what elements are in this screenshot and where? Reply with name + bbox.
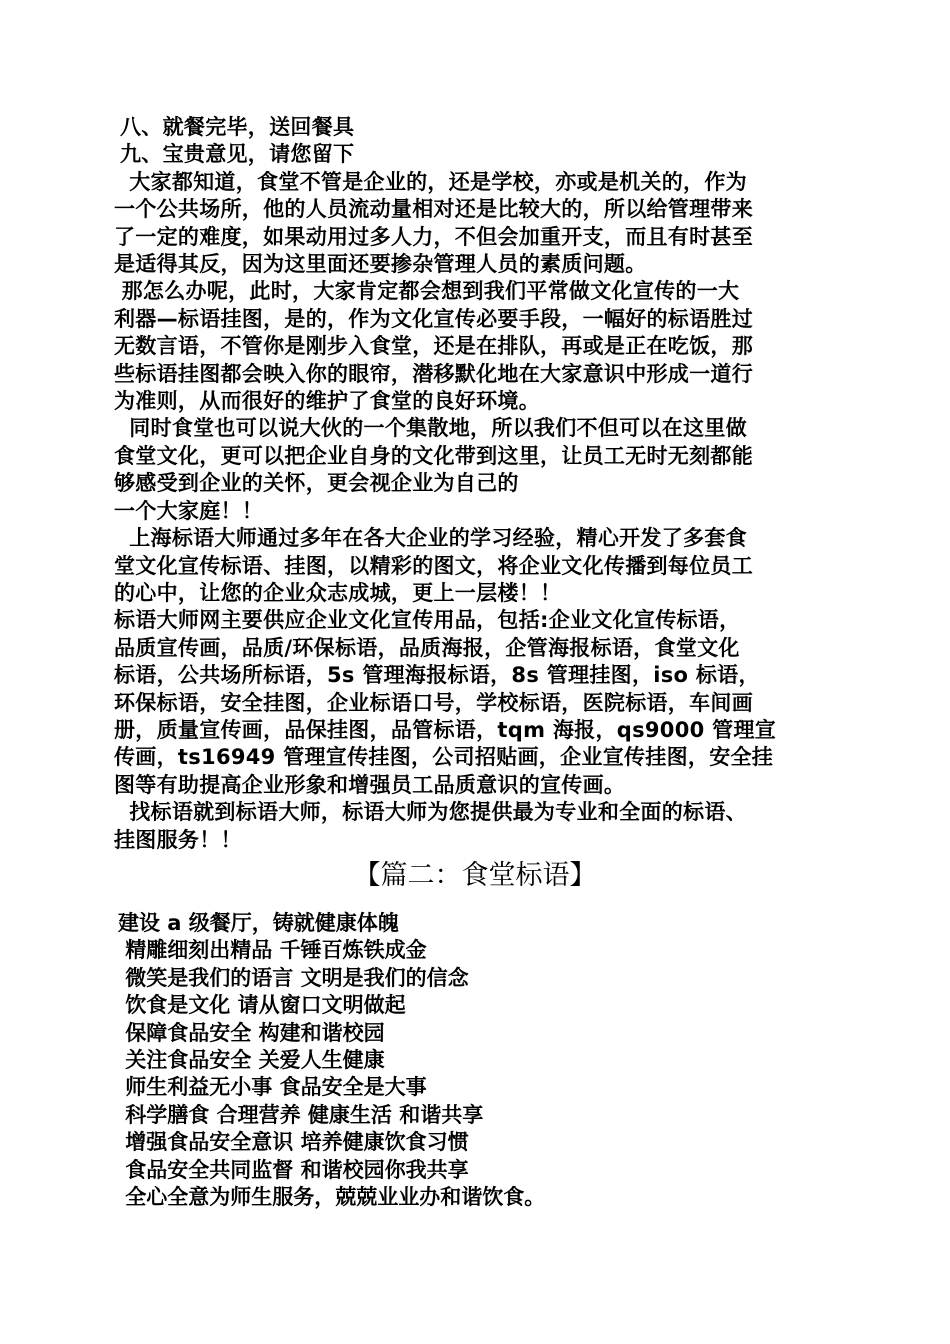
paragraph-line: 同时食堂也可以说大伙的一个集散地，所以我们不但可以在这里做 [114, 416, 747, 441]
paragraph-line: 传画，ts16949 管理宣传挂图，公司招贴画，企业宣传挂图，安全挂 [114, 745, 774, 770]
slogan-item: 关注食品安全 关爱人生健康 [118, 1048, 385, 1073]
paragraph-line: 够感受到企业的关怀，更会视企业为自己的 [114, 471, 519, 496]
paragraph-line: 环保标语，安全挂图，企业标语口号，学校标语，医院标语，车间画 [114, 690, 753, 715]
slogan-item: 全心全意为师生服务，兢兢业业办和谐饮食。 [118, 1185, 546, 1210]
slogan-list [118, 910, 818, 1211]
paragraph-line: 挂图服务！！ [114, 827, 242, 852]
paragraph-line: 无数言语，不管你是刚步入食堂，还是在排队，再或是正在吃饭，那 [114, 334, 753, 359]
paragraph-line: 一个大家庭！！ [114, 498, 264, 523]
part-one-body [114, 114, 836, 854]
paragraph-line: 标语大师网主要供应企业文化宣传用品，包括:企业文化宣传标语， [114, 608, 741, 633]
paragraph-line: 品质宣传画，品质/环保标语，品质海报，企管海报标语，食堂文化 [114, 635, 740, 660]
paragraph-line: 堂文化宣传标语、挂图，以精彩的图文，将企业文化传播到每位员工 [114, 553, 753, 578]
slogan-item: 保障食品安全 构建和谐校园 [118, 1020, 385, 1045]
paragraph-line: 了一定的难度，如果动用过多人力，不但会加重开支，而且有时甚至 [114, 224, 753, 249]
paragraph-line: 利器—标语挂图，是的，作为文化宣传必要手段，一幅好的标语胜过 [114, 306, 753, 331]
list-item-8: 八、就餐完毕，送回餐具 [120, 115, 355, 139]
paragraph-line: 食堂文化，更可以把企业自身的文化带到这里，让员工无时无刻都能 [114, 443, 753, 468]
paragraph-line: 上海标语大师通过多年在各大企业的学习经验，精心开发了多套食 [114, 526, 747, 551]
paragraph-line: 为准则，从而很好的维护了食堂的良好环境。 [114, 389, 540, 414]
slogan-item: 食品安全共同监督 和谐校园你我共享 [118, 1157, 469, 1182]
paragraph-line: 些标语挂图都会映入你的眼帘，潜移默化地在大家意识中形成一道行 [114, 361, 753, 386]
paragraph-line: 找标语就到标语大师，标语大师为您提供最为专业和全面的标语、 [114, 800, 747, 825]
paragraph-line: 的心中，让您的企业众志成城，更上一层楼！！ [114, 580, 562, 605]
slogan-item: 建设 a 级餐厅，铸就健康体魄 [118, 911, 399, 935]
slogan-item: 饮食是文化 请从窗口文明做起 [118, 993, 406, 1018]
paragraph-line: 大家都知道，食堂不管是企业的，还是学校，亦或是机关的，作为 [114, 169, 747, 194]
slogan-item: 增强食品安全意识 培养健康饮食习惯 [118, 1130, 469, 1155]
section-heading: 【篇二：食堂标语】 [353, 860, 597, 891]
paragraph-line: 一个公共场所，他的人员流动量相对还是比较大的，所以给管理带来 [114, 197, 753, 222]
slogan-item: 精雕细刻出精品 千锤百炼铁成金 [118, 938, 427, 963]
paragraph-line: 标语，公共场所标语，5s 管理海报标语，8s 管理挂图，iso 标语， [114, 663, 760, 688]
paragraph-line: 册，质量宣传画，品保挂图，品管标语，tqm 海报，qs9000 管理宣 [114, 717, 777, 742]
paragraph-line: 图等有助提高企业形象和增强员工品质意识的宣传画。 [114, 772, 626, 797]
slogan-item: 师生利益无小事 食品安全是大事 [118, 1075, 427, 1100]
paragraph-line: 那怎么办呢，此时，大家肯定都会想到我们平常做文化宣传的一大 [114, 279, 740, 304]
list-item-9: 九、宝贵意见，请您留下 [120, 142, 355, 167]
slogan-item: 科学膳食 合理营养 健康生活 和谐共享 [118, 1102, 484, 1127]
slogan-item: 微笑是我们的语言 文明是我们的信念 [118, 965, 469, 990]
paragraph-line: 是适得其反，因为这里面还要掺杂管理人员的素质问题。 [114, 252, 647, 277]
